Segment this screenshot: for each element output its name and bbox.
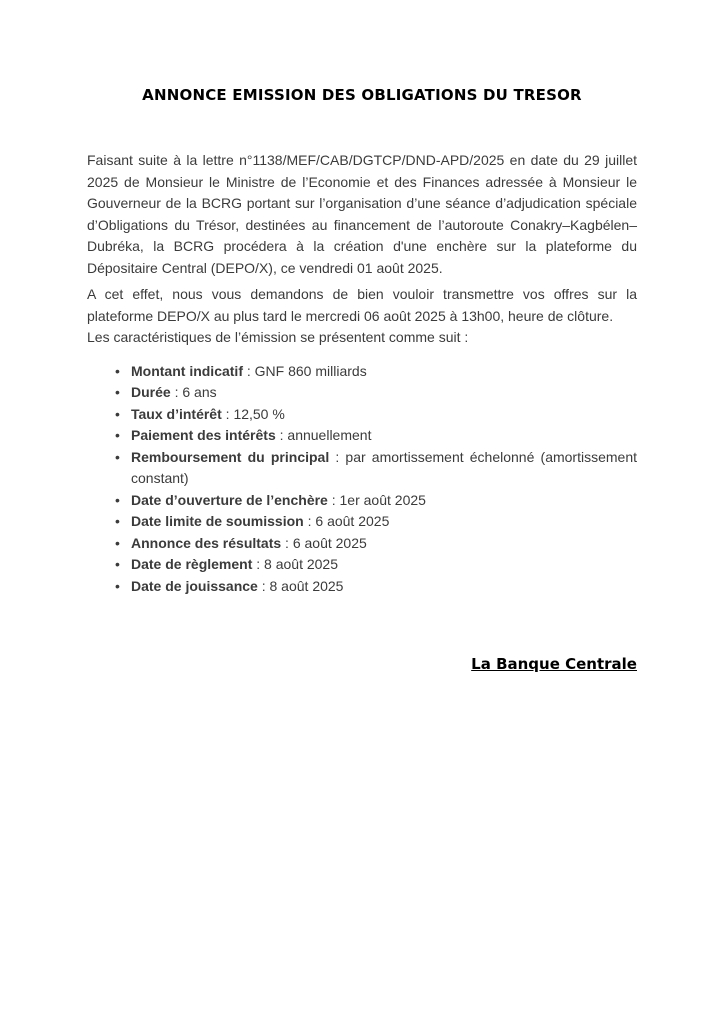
- item-separator: :: [243, 362, 255, 379]
- paragraph-instructions: A cet effet, nous vous demandons de bien vouloir transmettre vos offres sur la plateforme DEPO/X au plus tard le mercredi 06 août 2025 à 13h00, heure de clôture.: [87, 286, 637, 324]
- item-value: 8 août 2025: [264, 556, 339, 572]
- signature-text: La Banque Centrale: [471, 655, 637, 673]
- paragraph-lead-in: Les caractéristiques de l’émission se présentent comme suit :: [87, 329, 469, 345]
- item-label: Montant indicatif: [131, 362, 243, 379]
- item-label: Annonce des résultats: [131, 534, 282, 551]
- document-title: ANNONCE EMISSION DES OBLIGATIONS DU TRESOR: [142, 86, 582, 104]
- item-label: Taux d’intérêt: [131, 405, 222, 422]
- list-item: [115, 511, 637, 533]
- item-value: 12,50 %: [233, 405, 285, 422]
- paragraph-intro: Faisant suite à la lettre n°1138/MEF/CAB/DGTCP/DND-APD/2025 en date du 29 juillet 2025 de Monsieur le Ministre de l’Economie et des Finances adressée à Monsieur le Gouverneur de la BCRG portant sur l’organisation d’une séance d’adjudication spéciale d’Obligations du Trésor, destinées au financement de l’autoroute Conakry–Kagbélen–Dubréka, la BCRG procédera à la création d'une enchère sur la plateforme du Dépositaire Central (DEPO/X), ce vendredi 01 août 2025.: [87, 152, 637, 276]
- list-item: [115, 404, 637, 426]
- item-separator: :: [252, 556, 265, 572]
- item-value: 6 ans: [182, 384, 217, 400]
- item-value: par amortissement échelonné (amortissement constant): [131, 448, 637, 486]
- item-label: Date de règlement: [131, 556, 253, 572]
- item-separator: :: [170, 384, 183, 400]
- item-separator: :: [221, 405, 234, 422]
- item-label: Date limite de soumission: [131, 513, 304, 529]
- item-value: 6 août 2025: [315, 513, 390, 529]
- list-item: [115, 554, 637, 576]
- item-separator: :: [327, 491, 340, 508]
- list-item: [115, 533, 637, 555]
- item-label: Date de jouissance: [131, 577, 258, 594]
- item-label: Remboursement du principal: [131, 448, 330, 465]
- item-value: 1er août 2025: [339, 491, 426, 508]
- item-separator: :: [329, 448, 346, 465]
- item-label: Date d’ouverture de l’enchère: [131, 491, 328, 508]
- list-item: [115, 447, 637, 490]
- list-item: [115, 382, 637, 404]
- item-value: 8 août 2025: [269, 577, 344, 594]
- list-item: [115, 361, 637, 383]
- item-label: Durée: [131, 384, 171, 400]
- item-separator: :: [281, 534, 293, 551]
- item-separator: :: [257, 577, 270, 594]
- item-label: Paiement des intérêts: [131, 427, 276, 443]
- item-separator: :: [303, 513, 316, 529]
- list-item: [115, 490, 637, 512]
- item-value: annuellement: [287, 427, 372, 443]
- item-value: 6 août 2025: [292, 534, 367, 551]
- item-value: GNF 860 milliards: [254, 362, 367, 379]
- list-item: [115, 425, 637, 447]
- list-item: [115, 576, 637, 598]
- signature-block: [87, 655, 637, 673]
- item-separator: :: [275, 427, 288, 443]
- characteristics-list: [87, 361, 637, 598]
